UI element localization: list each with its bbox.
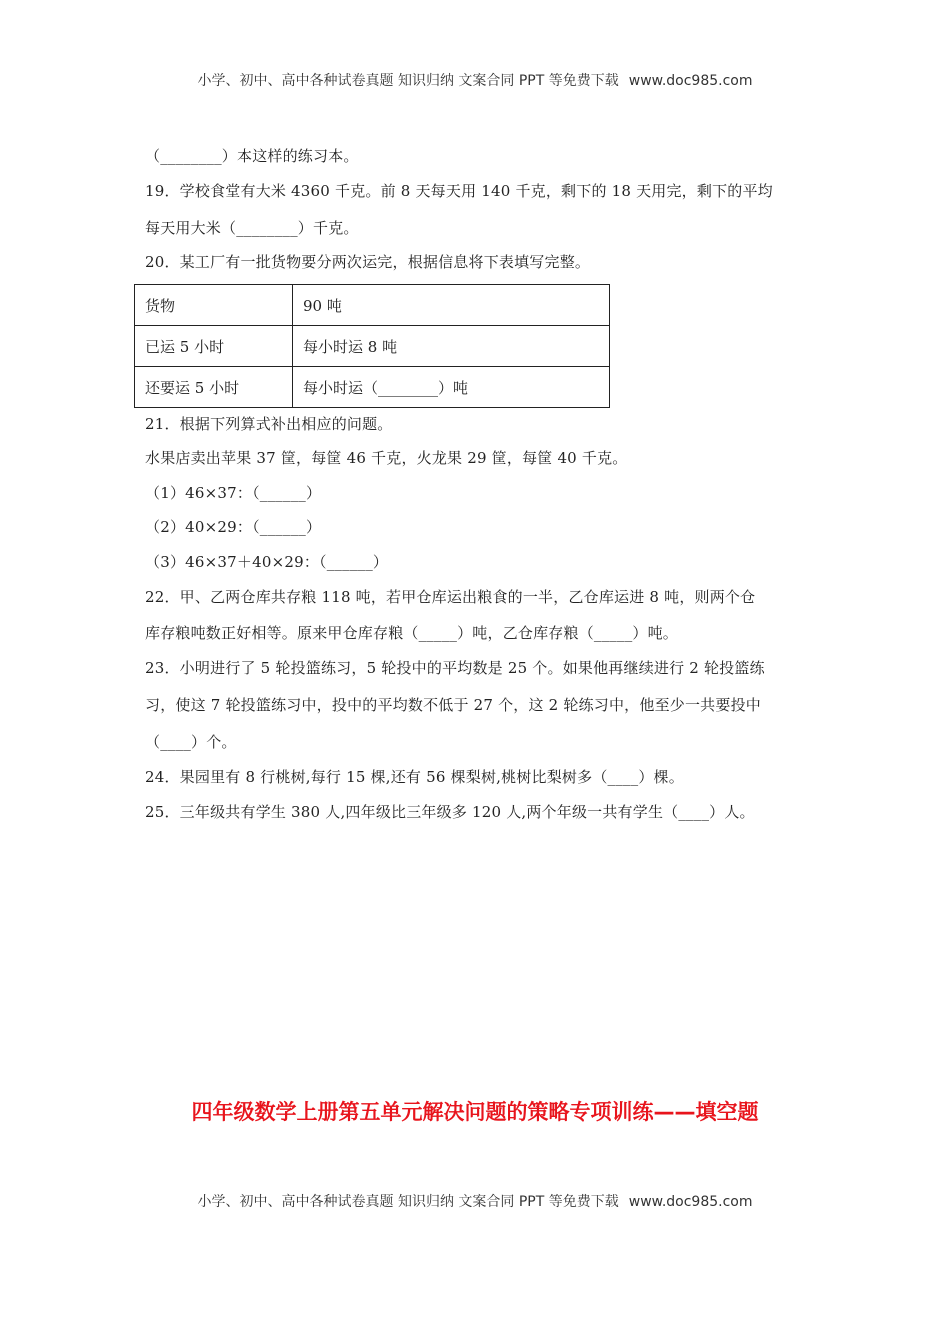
- document-title: 四年级数学上册第五单元解决问题的策略专项训练——填空题: [191, 1100, 759, 1124]
- table-row: [135, 367, 610, 408]
- table-cell: 每小时运（________）吨: [293, 367, 610, 408]
- table-row: [135, 285, 610, 326]
- text-line: 每天用大米（________）千克。: [145, 219, 359, 237]
- text-line: 库存粮吨数正好相等。原来甲仓库存粮（_____）吨，乙仓库存粮（_____）吨。: [145, 624, 679, 642]
- table-cell: 还要运 5 小时: [135, 367, 293, 408]
- table-cell: 90 吨: [293, 285, 610, 326]
- question-23: 23．小明进行了 5 轮投篮练习，5 轮投中的平均数是 25 个。如果他再继续进行 2 轮投篮练: [145, 659, 765, 677]
- page-footer: [0, 1191, 950, 1211]
- page-header: [0, 70, 950, 90]
- text-line: （____）个。: [145, 733, 237, 751]
- footer-text: 小学、初中、高中各种试卷真题 知识归纳 文案合同 PPT 等免费下载: [197, 1194, 619, 1210]
- text-line: 水果店卖出苹果 37 筐，每筐 46 千克，火龙果 29 筐，每筐 40 千克。: [145, 449, 628, 467]
- header-url[interactable]: www.doc985.com: [628, 73, 753, 89]
- table-cell: 已运 5 小时: [135, 326, 293, 367]
- cargo-table: [134, 284, 610, 408]
- text-line: 习，使这 7 轮投篮练习中，投中的平均数不低于 27 个，这 2 轮练习中，他至少一共要投中: [145, 696, 761, 714]
- table-row: [135, 326, 610, 367]
- text-line: （________）本这样的练习本。: [145, 147, 359, 165]
- question-21: 21．根据下列算式补出相应的问题。: [145, 415, 393, 433]
- header-text: 小学、初中、高中各种试卷真题 知识归纳 文案合同 PPT 等免费下载: [197, 73, 619, 89]
- sub-question: （1）46×37：（______）: [145, 484, 322, 502]
- question-25: 25．三年级共有学生 380 人,四年级比三年级多 120 人,两个年级一共有学生（____）人。: [145, 803, 755, 821]
- question-20: 20．某工厂有一批货物要分两次运完，根据信息将下表填写完整。: [145, 253, 591, 271]
- table-cell: 货物: [135, 285, 293, 326]
- footer-url[interactable]: www.doc985.com: [628, 1194, 753, 1210]
- sub-question: （2）40×29：（______）: [145, 518, 322, 536]
- question-19: 19．学校食堂有大米 4360 千克。前 8 天每天用 140 千克，剩下的 18 天用完，剩下的平均: [145, 182, 773, 200]
- question-22: 22．甲、乙两仓库共存粮 118 吨，若甲仓库运出粮食的一半，乙仓库运进 8 吨，则两个仓: [145, 588, 756, 606]
- table-cell: 每小时运 8 吨: [293, 326, 610, 367]
- question-24: 24．果园里有 8 行桃树,每行 15 棵,还有 56 棵梨树,桃树比梨树多（____）棵。: [145, 768, 684, 786]
- sub-question: （3）46×37＋40×29：（______）: [145, 553, 389, 571]
